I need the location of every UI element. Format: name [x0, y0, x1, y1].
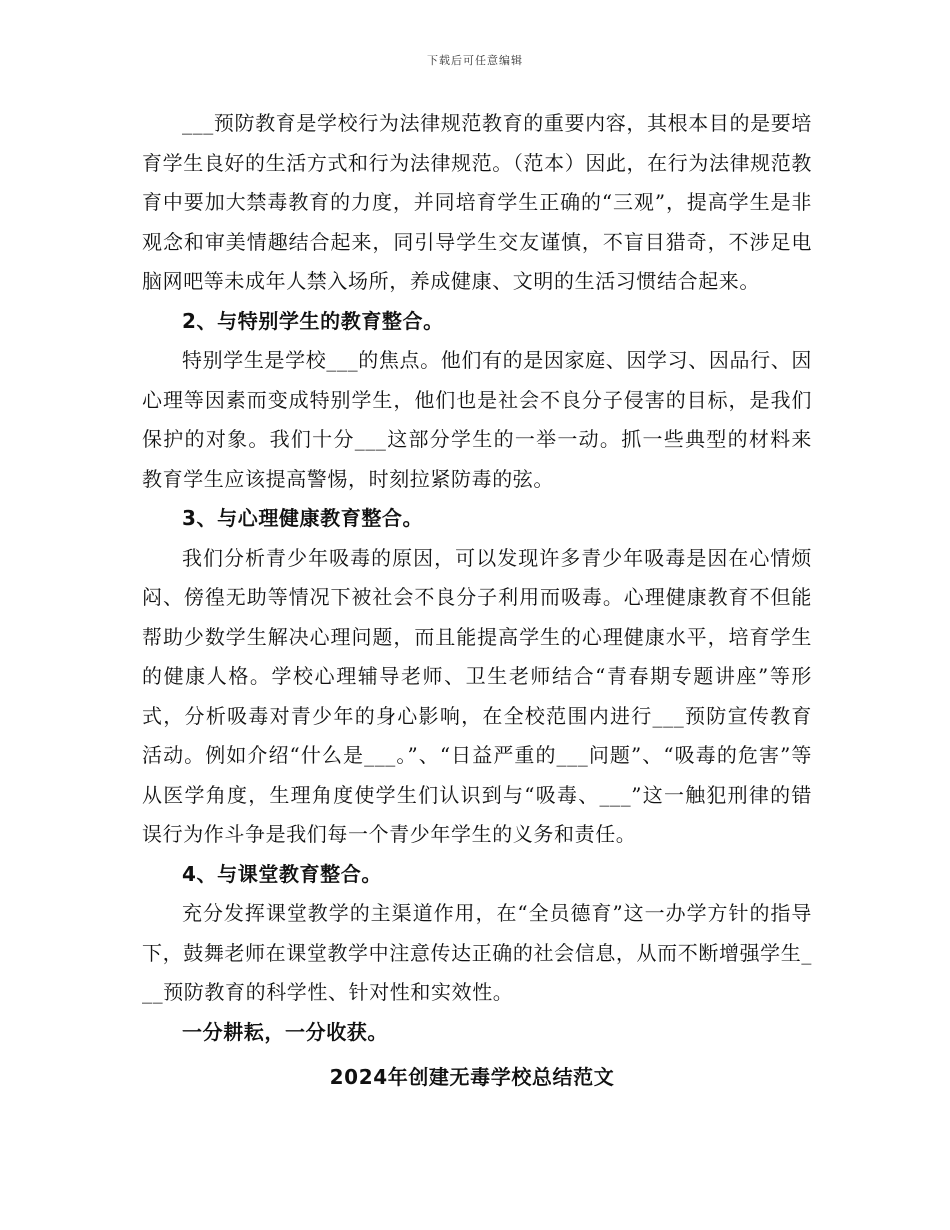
- paragraph-classroom: 充分发挥课堂教学的主渠道作用，在“全员德育”这一办学方针的指导下，鼓舞老师在课堂教学中注意传达正确的社会信息，从而不断增强学生___预防教育的科学性、针对性和实效性。: [142, 901, 812, 1004]
- section-heading-mental-health: 3、与心理健康教育整合。: [182, 506, 424, 530]
- document-title: 2024年创建无毒学校总结范文: [329, 1065, 615, 1089]
- document-body: [142, 104, 812, 1098]
- paragraph-mental-health: 我们分析青少年吸毒的原因，可以发现许多青少年吸毒是因在心情烦闷、傍徨无助等情况下被社会不良分子利用而吸毒。心理健康教育不但能帮助少数学生解决心理问题，而且能提高学生的心理健康水平，培育学生的健康人格。学校心理辅导老师、卫生老师结合“青春期专题讲座”等形式，分析吸毒对青少年的身心影响，在全校范围内进行___预防宣传教育活动。例如介绍“什么是___。”、“日益严重的___问题”、“吸毒的危害”等从医学角度，生理角度使学生们认识到与“吸毒、___”这一触犯刑律的错误行为作斗争是我们每一个青少年学生的义务和责任。: [142, 545, 812, 846]
- section-heading-classroom: 4、与课堂教育整合。: [182, 861, 382, 886]
- closing-line: 一分耕耘，一分收获。: [182, 1019, 388, 1044]
- page-header: 下载后可任意编辑: [427, 54, 523, 67]
- paragraph-special-students: 特别学生是学校___的焦点。他们有的是因家庭、因学习、因品行、因心理等因素而变成特别学生，他们也是社会不良分子侵害的目标，是我们保护的对象。我们十分___这部分学生的一举一动。抓一些典型的材料来教育学生应该提高警惕，时刻拉紧防毒的弦。: [142, 348, 812, 491]
- paragraph-drug-prevention: ___预防教育是学校行为法律规范教育的重要内容，其根本目的是要培育学生良好的生活方式和行为法律规范。（范本）因此，在行为法律规范教育中要加大禁毒教育的力度，并同培育学生正确的“三观”，提高学生是非观念和审美情趣结合起来，同引导学生交友谨慎，不盲目猎奇，不涉足电脑网吧等未成年人禁入场所，养成健康、文明的生活习惯结合起来。: [142, 111, 812, 293]
- section-heading-special-students: 2、与特别学生的教育整合。: [182, 308, 444, 333]
